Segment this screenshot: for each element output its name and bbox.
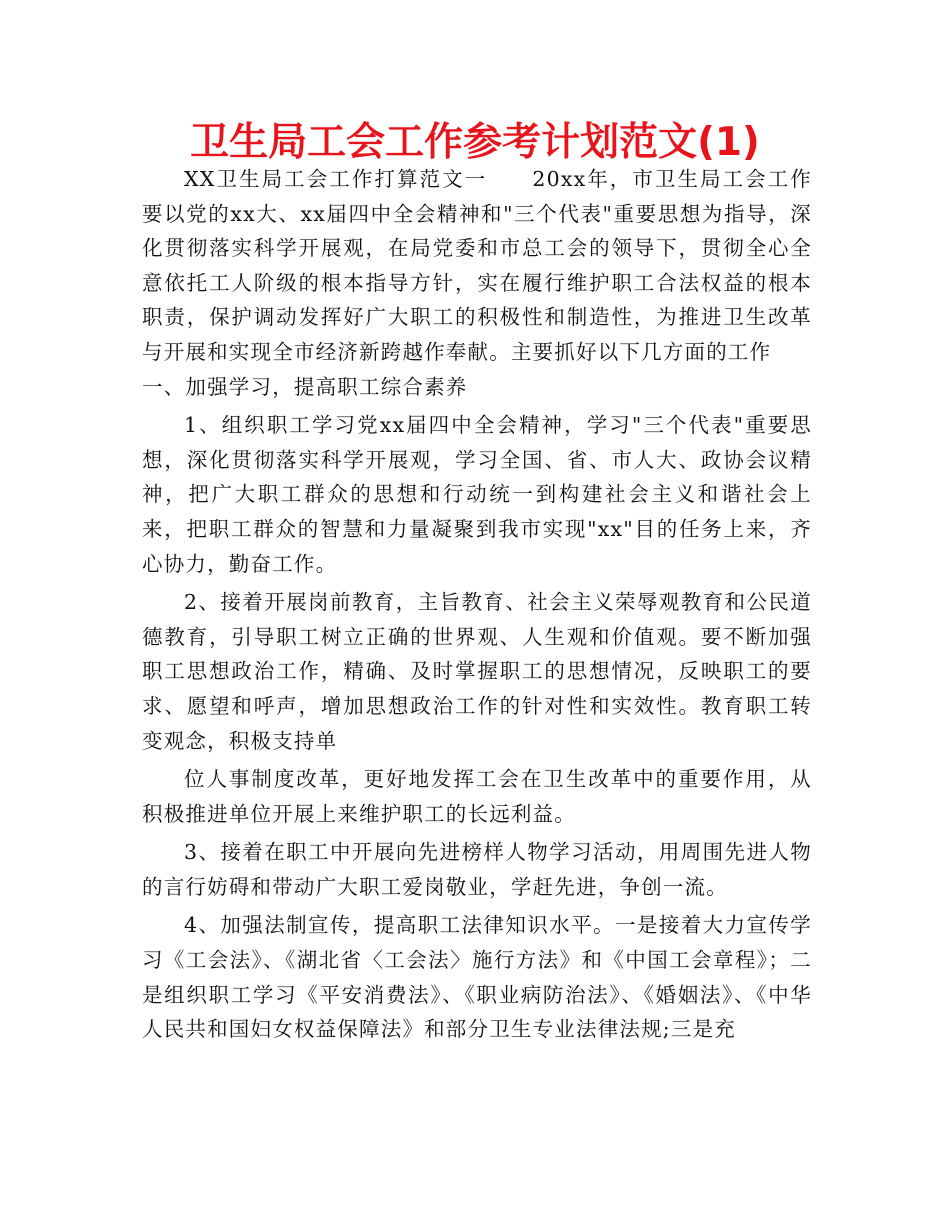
paragraph-item-2-continued: 位人事制度改革，更好地发挥工会在卫生改革中的重要作用，从积极推进单位开展上来维护职工的长远利益。 [142, 767, 812, 826]
document-title: 卫生局工会工作参考计划范文(1) [190, 120, 760, 165]
section-heading-1: 一、加强学习，提高职工综合素养 [142, 374, 468, 399]
paragraph-item-1: 1、组织职工学习党xx届四中全会精神，学习"三个代表"重要思想，深化贯彻落实科学开展观，学习全国、省、市人大、政协会议精神，把广大职工群众的思想和行动统一到构建社会主义和谐社会上来，把职工群众的智慧和力量凝聚到我市实现"xx"目的任务上来，齐心协力，勤奋工作。 [142, 413, 812, 576]
paragraph-item-3: 3、接着在职工中开展向先进榜样人物学习活动，用周围先进人物的言行妨碍和带动广大职工爱岗敬业，学赶先进，争创一流。 [142, 840, 812, 899]
paragraph-intro: XX卫生局工会工作打算范文一 20xx年，市卫生局工会工作要以党的xx大、xx届四中全会精神和"三个代表"重要思想为指导，深化贯彻落实科学开展观，在局党委和市总工会的领导下，贯彻全心全意依托工人阶级的根本指导方针，实在履行维护职工合法权益的根本职责，保护调动发挥好广大职工的积极性和制造性，为推进卫生改革与开展和实现全市经济新跨越作奉献。主要抓好以下几方面的工作 [142, 167, 812, 364]
paragraph-item-2: 2、接着开展岗前教育，主旨教育、社会主义荣辱观教育和公民道德教育，引导职工树立正确的世界观、人生观和价值观。要不断加强职工思想政治工作，精确、及时掌握职工的思想情况，反映职工的要求、愿望和呼声，增加思想政治工作的针对性和实效性。教育职工转变观念，积极支持单 [142, 590, 812, 753]
document-body [142, 162, 812, 1047]
paragraph-item-4: 4、加强法制宣传，提高职工法律知识水平。一是接着大力宣传学习《工会法》、《湖北省〈工会法〉施行方法》和《中国工会章程》；二是组织职工学习《平安消费法》、《职业病防治法》、《婚姻法》、《中华人民共和国妇女权益保障法》和部分卫生专业法律法规;三是充 [142, 913, 812, 1042]
